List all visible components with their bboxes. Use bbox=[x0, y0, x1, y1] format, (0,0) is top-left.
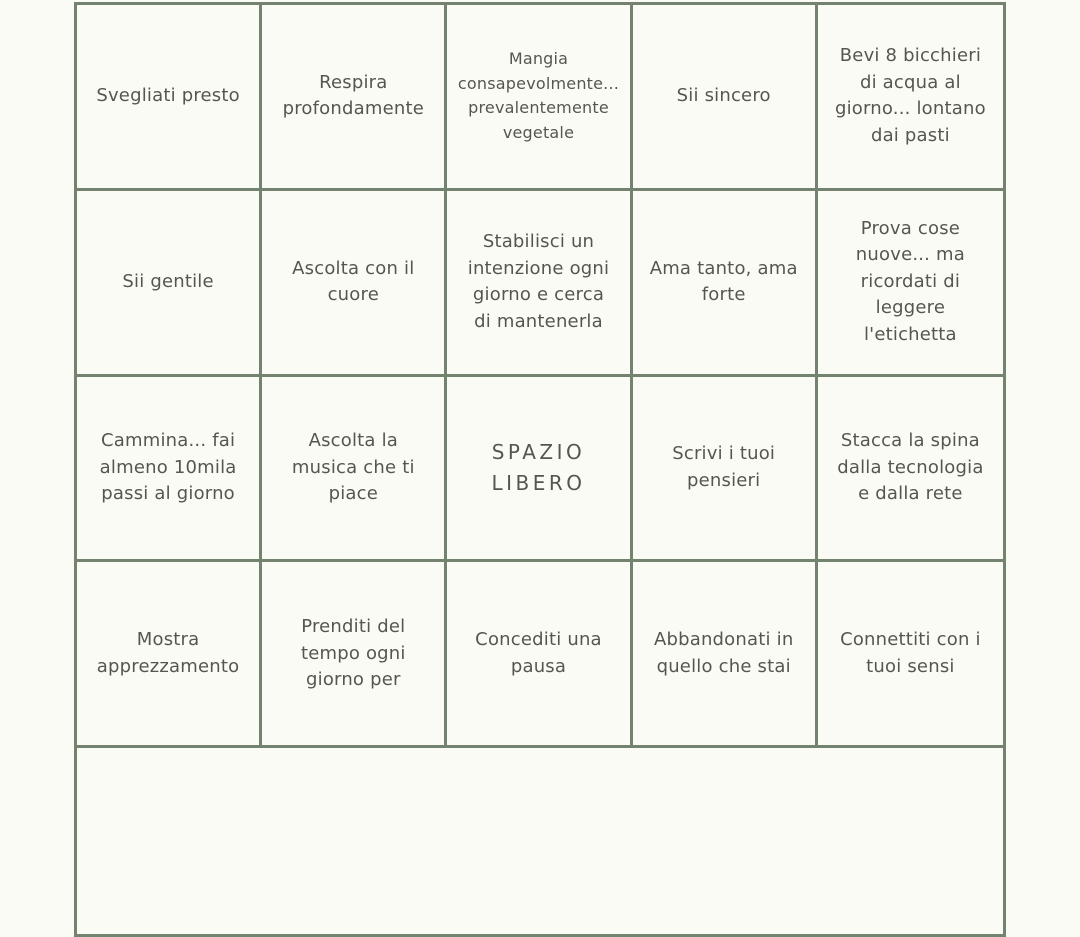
bingo-cell-text: Prova cose nuove... ma ricordati di leggere l'etichetta bbox=[855, 217, 965, 345]
bingo-cell-text: Stacca la spina dalla tecnologia e dalla rete bbox=[837, 430, 984, 505]
bingo-cell-text: Ama tanto, ama forte bbox=[649, 257, 798, 306]
bingo-cell-text: Concediti una pausa bbox=[475, 629, 602, 677]
bingo-cell bbox=[818, 562, 1003, 748]
bingo-cell bbox=[447, 562, 632, 748]
bingo-cell-text: Scrivi i tuoi pensieri bbox=[672, 443, 776, 491]
bingo-cell-text: Prenditi del tempo ogni giorno per bbox=[300, 616, 406, 691]
bingo-cell bbox=[633, 562, 818, 748]
bingo-cell-text: Mostra apprezzamento bbox=[96, 629, 240, 677]
bingo-cell-text: Connettiti con i tuoi sensi bbox=[840, 629, 981, 677]
free-space-cell bbox=[447, 377, 632, 563]
bingo-cell-text: Svegliati presto bbox=[96, 85, 240, 107]
bingo-cell bbox=[262, 191, 447, 377]
bingo-cell bbox=[77, 377, 262, 563]
bingo-cell-text: Bevi 8 bicchieri di acqua al giorno... lontano dai pasti bbox=[834, 45, 986, 146]
bingo-cell bbox=[633, 377, 818, 563]
bingo-cell bbox=[77, 562, 262, 748]
bingo-cell-text: Sii sincero bbox=[676, 85, 771, 107]
bingo-cell bbox=[633, 5, 818, 191]
bingo-cell-text: Sii gentile bbox=[122, 270, 214, 292]
bingo-cell-text: Stabilisci un intenzione ogni giorno e cerca di mantenerla bbox=[467, 231, 610, 332]
bingo-cell bbox=[818, 377, 1003, 563]
bingo-cell bbox=[447, 191, 632, 377]
bingo-cell bbox=[77, 191, 262, 377]
bingo-cell bbox=[447, 5, 632, 191]
bingo-cell-text: Ascolta la musica che ti piace bbox=[291, 430, 415, 505]
bingo-cell-text: Cammina... fai almeno 10mila passi al giorno bbox=[99, 430, 237, 505]
bingo-cell-text: Respira profondamente bbox=[282, 71, 424, 120]
bingo-cell-text: Mangia consapevolmente... prevalentemente vegetale bbox=[457, 49, 620, 142]
bingo-cell bbox=[818, 5, 1003, 191]
bingo-cell bbox=[77, 5, 262, 191]
bingo-cell bbox=[262, 562, 447, 748]
bingo-cell-text: Ascolta con il cuore bbox=[292, 257, 415, 306]
bingo-cell bbox=[262, 377, 447, 563]
bingo-cell bbox=[818, 191, 1003, 377]
bingo-cell-text: Abbandonati in quello che stai bbox=[653, 629, 794, 677]
bingo-cell bbox=[262, 5, 447, 191]
bingo-cell bbox=[633, 191, 818, 377]
free-space-text: SPAZIO LIBERO bbox=[491, 439, 586, 495]
bingo-card bbox=[74, 2, 1006, 937]
